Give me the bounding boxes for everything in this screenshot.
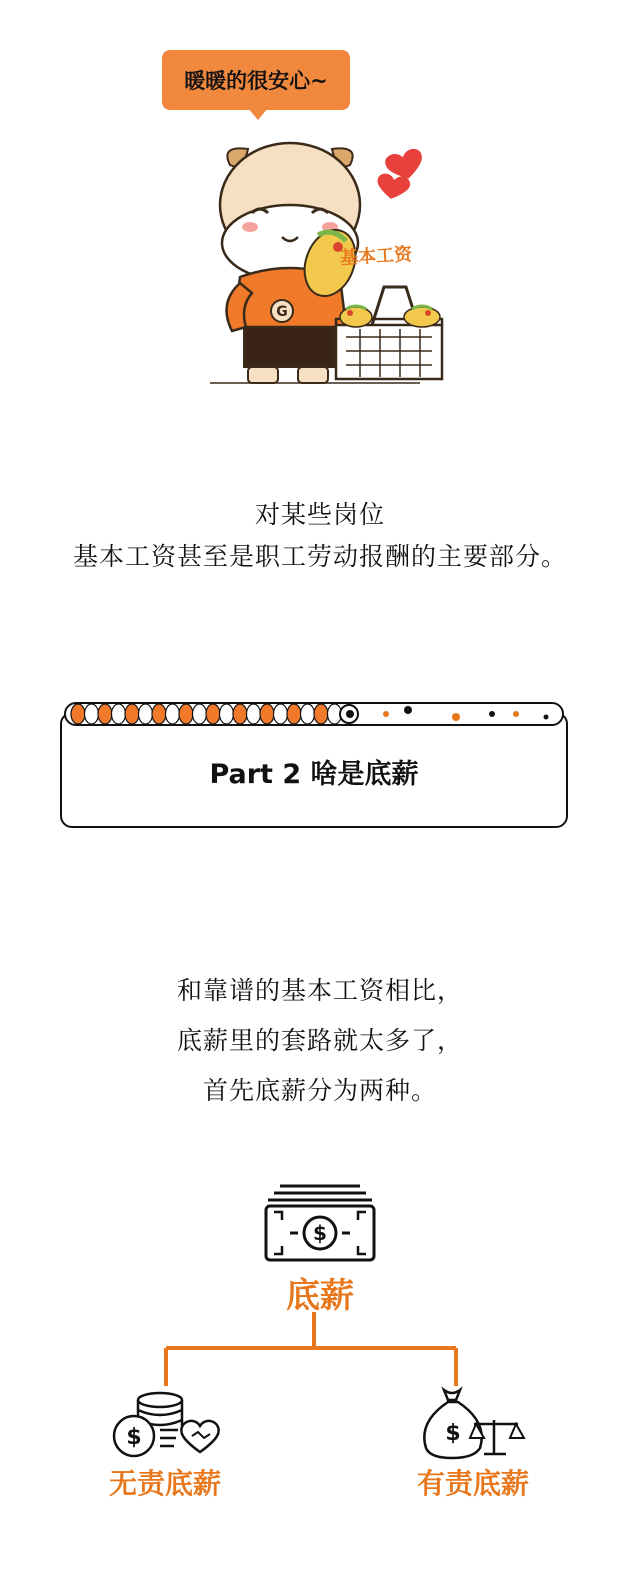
intro-paragraph (0, 494, 640, 578)
header-strip-segment (247, 704, 261, 724)
body-line-3: 首先底薪分为两种。 (202, 1076, 437, 1105)
speech-bubble-tail (248, 108, 268, 120)
header-strip-segment (179, 704, 193, 724)
header-strip-segment (166, 704, 180, 724)
header-strip-segment (314, 704, 328, 724)
diagram-connector (150, 1310, 470, 1390)
header-strip-segment (274, 704, 288, 724)
basket-label: 基本工资 (339, 244, 413, 269)
speech-bubble (162, 50, 350, 110)
header-strip-segment (260, 704, 274, 724)
header-strip-segment (85, 704, 99, 724)
header-strip-segment (125, 704, 139, 724)
header-strip-segment (139, 704, 153, 724)
mascot-illustration (200, 125, 460, 390)
header-strip-segment (112, 704, 126, 724)
section-title: Part 2 啥是底薪 (209, 759, 419, 790)
header-strip-segment (287, 704, 301, 724)
intro-line-2: 基本工资甚至是职工劳动报酬的主要部分。 (72, 542, 567, 571)
svg-text:$: $ (126, 1425, 142, 1450)
svg-text:$: $ (313, 1221, 327, 1245)
header-strip-segment (71, 704, 85, 724)
header-strip-segment (301, 704, 315, 724)
money-bag-scale-icon (418, 1384, 528, 1462)
header-strip-segment (193, 704, 207, 724)
intro-line-1: 对某些岗位 (254, 500, 385, 529)
header-strip-segment (98, 704, 112, 724)
header-strip-segment (152, 704, 166, 724)
coins-heart-icon (108, 1390, 228, 1460)
money-bill-icon (262, 1182, 378, 1264)
diagram-left-label: 无责底薪 (108, 1467, 221, 1500)
header-strip-segment (206, 704, 220, 724)
body-line-2: 底薪里的套路就太多了， (176, 1026, 463, 1055)
header-decoration-strip (64, 700, 566, 728)
diagram-root-label: 底薪 (286, 1276, 354, 1316)
svg-text:$: $ (445, 1421, 461, 1446)
header-strip-segment (233, 704, 247, 724)
speech-bubble-text: 暖暖的很安心~ (184, 69, 328, 93)
header-strip-segment (220, 704, 234, 724)
body-line-1: 和靠谱的基本工资相比， (176, 976, 463, 1005)
svg-text:G: G (276, 304, 288, 320)
diagram-right-label: 有责底薪 (416, 1467, 529, 1500)
body-paragraph (0, 966, 640, 1116)
